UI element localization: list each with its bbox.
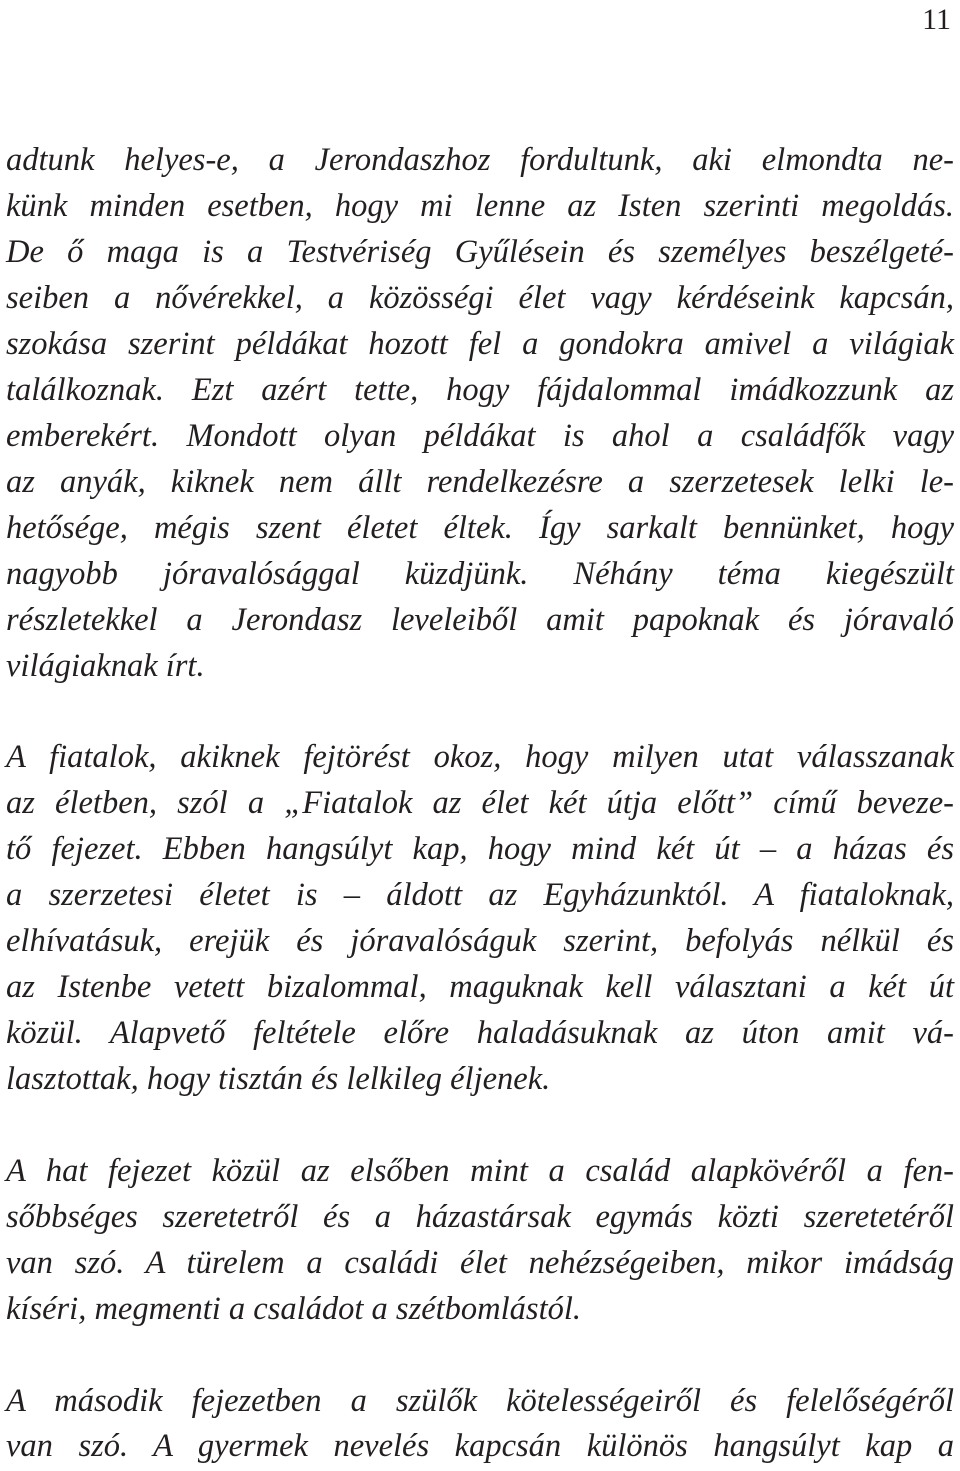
text-line: részletekkel a Jerondasz leveleiből amit papoknak és jóravaló <box>6 602 954 638</box>
text-line: sőbbséges szeretetről és a házastársak egymás közti szeretetéről <box>6 1199 954 1235</box>
text-line: az életben, szól a „Fiatalok az élet két útja előtt” című beveze- <box>6 785 954 821</box>
text-line: A második fejezetben a szülők kötelességeiről és felelőségéről <box>6 1383 954 1419</box>
text-line: az Istenbe vetett bizalommal, maguknak kell választani a két út <box>6 969 954 1005</box>
text-line: van szó. A türelem a családi élet nehézségeiben, mikor imádság <box>6 1245 954 1281</box>
text-line: a szerzetesi életet is – áldott az Egyházunktól. A fiataloknak, <box>6 877 954 913</box>
text-line: A fiatalok, akiknek fejtörést okoz, hogy milyen utat válasszanak <box>6 739 954 775</box>
text-line: szokása szerint példákat hozott fel a gondokra amivel a világiak <box>6 326 954 362</box>
text-line: közül. Alapvető feltétele előre haladásuknak az úton amit vá- <box>6 1015 954 1051</box>
text-line: világiaknak írt. <box>6 648 205 684</box>
text-line: hetősége, mégis szent életet éltek. Így sarkalt bennünket, hogy <box>6 510 954 546</box>
text-line: A hat fejezet közül az elsőben mint a család alapkövéről a fen- <box>6 1153 954 1189</box>
text-line: kíséri, megmenti a családot a szétbomlástól. <box>6 1291 582 1327</box>
text-line: tő fejezet. Ebben hangsúlyt kap, hogy mind két út – a házas és <box>6 831 954 867</box>
page-number: 11 <box>922 3 951 36</box>
text-line: De ő maga is a Testvériség Gyűlésein és személyes beszélgeté- <box>6 234 954 270</box>
text-line: nagyobb jóravalósággal küzdjünk. Néhány téma kiegészült <box>6 556 954 592</box>
text-line: emberekért. Mondott olyan példákat is ahol a családfők vagy <box>6 418 954 454</box>
text-line: elhívatásuk, erejük és jóravalóságuk szerint, befolyás nélkül és <box>6 923 954 959</box>
text-line: seiben a nővérekkel, a közösségi élet vagy kérdéseink kapcsán, <box>6 280 954 316</box>
text-line: találkoznak. Ezt azért tette, hogy fájdalommal imádkozzunk az <box>6 372 954 408</box>
text-line: künk minden esetben, hogy mi lenne az Isten szerinti megoldás. <box>6 188 954 224</box>
text-line: az anyák, kiknek nem állt rendelkezésre a szerzetesek lelki le- <box>6 464 954 500</box>
text-line: adtunk helyes-e, a Jerondaszhoz fordultunk, aki elmondta ne- <box>6 142 954 178</box>
text-line: lasztottak, hogy tisztán és lelkileg éljenek. <box>6 1061 551 1097</box>
text-line: van szó. A gyermek nevelés kapcsán különös hangsúlyt kap a <box>6 1428 954 1464</box>
